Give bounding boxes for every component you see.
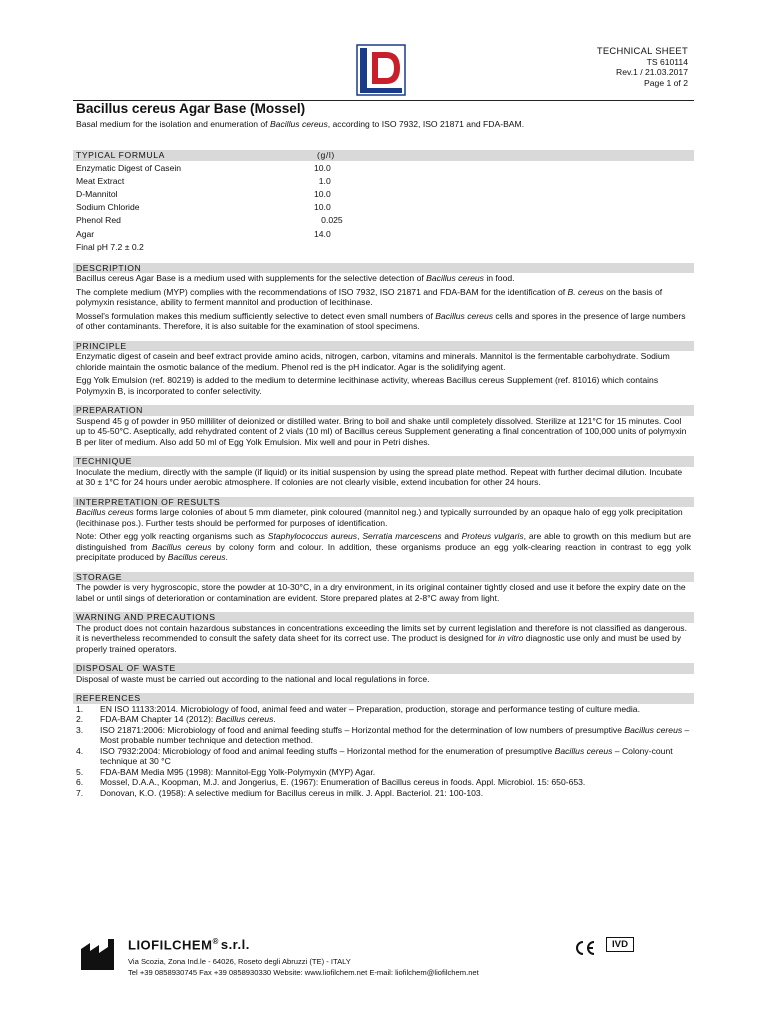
storage-heading: STORAGE: [73, 572, 694, 583]
ingredient-name: Sodium Chloride: [76, 202, 140, 213]
technique-heading: TECHNIQUE: [73, 456, 694, 467]
product-subtitle: Basal medium for the isolation and enumeration of Bacillus cereus, according to ISO 7932, ISO 21871 and FDA-BAM.: [76, 119, 525, 129]
ingredient-value: 10.0: [314, 202, 331, 213]
interpretation-heading: INTERPRETATION OF RESULTS: [73, 497, 694, 508]
formula-row: [76, 175, 343, 188]
technical-sheet-info: [597, 46, 688, 88]
company-name: LIOFILCHEM® s.r.l.: [128, 937, 250, 953]
factory-icon: [80, 939, 118, 971]
reference-text: FDA-BAM Media M95 (1998): Mannitol-Egg Yolk-Polymyxin (MYP) Agar.: [100, 766, 376, 777]
principle-p1: Enzymatic digest of casein and beef extract provide amino acids, nitrogen, carbon, vitamins and minerals. Mannitol is the fermentable carbohydrate. Sodium chloride maintain the osmotic balance of the medium. Phenol red is the pH indicator. Agar is the solidifying agent.: [76, 351, 670, 372]
reference-number: 6.: [76, 777, 84, 788]
reference-text: Mossel, D.A.A., Koopman, M.J. and Jongerius, E. (1967): Enumeration of Bacillus cereus in foods. Appl. Microbiol. 15: 650-653.: [100, 777, 586, 788]
reference-item: [76, 725, 694, 746]
reference-number: 1.: [76, 703, 84, 714]
reference-text: FDA-BAM Chapter 14 (2012): Bacillus cereus.: [100, 714, 276, 725]
liofilchem-logo: [356, 44, 406, 96]
reference-item: [76, 788, 694, 799]
ivd-mark: IVD: [606, 937, 634, 952]
disposal-p1: Disposal of waste must be carried out according to the national and local regulations in force.: [76, 673, 430, 684]
formula-row: [76, 162, 343, 175]
reference-item: [76, 714, 694, 725]
reference-number: 7.: [76, 787, 84, 798]
reference-item: [76, 746, 694, 767]
preparation-heading: PREPARATION: [73, 405, 694, 416]
reference-number: 5.: [76, 766, 84, 777]
ingredient-value: 14.0: [314, 228, 331, 239]
description-p1: Bacillus cereus Agar Base is a medium used with supplements for the selective detection of Bacillus cereus in food.: [76, 273, 515, 284]
warning-p1: The product does not contain hazardous substances in concentrations exceeding the limits set by current legislation and therefore is not classified as dangerous. it is nevertheless recommended to consult the safety data sheet for its correct use. The product is designed for in vitro diagnostic use only and must be used by properly trained operators.: [76, 622, 687, 654]
ingredient-value: 1.0: [314, 175, 331, 186]
formula-row: [76, 188, 343, 201]
ce-mark-icon: [574, 940, 596, 956]
disposal-heading: DISPOSAL OF WASTE: [73, 663, 694, 674]
principle-p2: Egg Yolk Emulsion (ref. 80219) is added to the medium to determine lecithinase activity, whereas Bacillus cereus Supplement (ref. 81016) which contains Polymyxin B, is incorporated to confer selectivity.: [76, 375, 659, 396]
ingredient-name: Phenol Red: [76, 215, 121, 226]
warning-heading: WARNING AND PRECAUTIONS: [73, 612, 694, 623]
reference-text: ISO 21871:2006: Microbiology of food and animal feeding stuffs – Horizontal method for the determination of low numbers of presumptive Bacillus cereus – Most probable number technique and detection method.: [100, 724, 690, 746]
reference-item: [76, 777, 694, 788]
ingredient-value: 0.025: [314, 215, 343, 226]
sheet-code: TS 610114: [646, 56, 688, 67]
ingredient-name: Agar: [76, 228, 95, 239]
preparation-p1: Suspend 45 g of powder in 950 milliliter of deionized or distilled water. Bring to boil and shake until completely dissolved. Sterilize at 121°C for 15 minutes. Cool up to 45-50°C. Aseptically, add rehydrated content of 2 vials (10 ml) of Bacillus cereus Supplement generating a final concentration of 100,000 units of polymyxin B per liter of medium. Also add 50 ml of Egg Yolk Emulsion. Mix well and pour in Petri dishes.: [76, 415, 687, 447]
description-heading: DESCRIPTION: [73, 263, 694, 274]
company-address: [128, 956, 479, 978]
formula-table: [76, 162, 343, 241]
storage-p1: The powder is very hygroscopic, store the powder at 10-30°C, in a dry environment, in its original container tightly closed and use it before the expiry date on the label or until sings of deterioration or contamination are evident. Store prepared plates at 2-8°C away from light.: [76, 582, 686, 603]
reference-text: Donovan, K.O. (1958): A selective medium for Bacillus cereus in milk. J. Appl. Bacteriol. 21: 100-103.: [100, 787, 484, 798]
principle-heading: PRINCIPLE: [73, 341, 694, 352]
formula-heading: TYPICAL FORMULA (g/l): [73, 150, 694, 161]
references-list: [73, 704, 694, 799]
address-line: Via Scozia, Zona Ind.le - 64026, Roseto degli Abruzzi (TE) - ITALY: [128, 957, 351, 966]
ingredient-value: 10.0: [314, 188, 331, 199]
reference-number: 2.: [76, 714, 84, 725]
reference-item: [76, 704, 694, 715]
formula-row: [76, 228, 343, 241]
interpretation-p2: Note: Other egg yolk reacting organisms such as Staphylococcus aureus, Serratia marcescens and Proteus vulgaris, are able to growth on this medium but are distinguished from Bacillus cereus by colony form and colour. In addition, these organisms produce an egg yolk-clearing reaction in contrast to egg yolk precipitate produced by Bacillus cereus.: [76, 531, 692, 563]
description-p3: Mossel's formulation makes this medium sufficiently selective to detect even small numbers of Bacillus cereus cells and spores in the presence of large numbers of other contaminants. Therefore, it is also suitable for the examination of stool specimens.: [76, 310, 686, 332]
description-p2: The complete medium (MYP) complies with the recommendations of ISO 7932, ISO 21871 and FDA-BAM for the identification of B. cereus on the basis of polymyxin resistance, ability to ferment mannitol and production of lecithinase.: [76, 286, 663, 308]
references-heading: REFERENCES: [73, 693, 694, 704]
technique-p1: Inoculate the medium, directly with the sample (if liquid) or its initial suspension by using the spread plate method. Repeat with further decimal dilution. Incubate at 30 ± 1°C for 24 hours under aerobic atmosphere. If colonies are not clearly visible, extend incubation for other 24 hours.: [76, 466, 683, 488]
formula-row: [76, 214, 343, 227]
sheet-revision: Rev.1 / 21.03.2017: [616, 67, 688, 78]
sheet-page: Page 1 of 2: [644, 77, 688, 88]
contacts-line: Tel +39 0858930745 Fax +39 0858930330 Website: www.liofilchem.net E-mail: liofilchem@liofilchem.net: [128, 968, 479, 977]
product-title: Bacillus cereus Agar Base (Mossel): [73, 100, 694, 117]
ingredient-name: Meat Extract: [76, 175, 125, 186]
interpretation-p1: Bacillus cereus forms large colonies of about 5 mm diameter, pink coloured (mannitol neg.) and typically surrounded by an opaque halo of egg yolk precipitation (lecithinase pos.). Further tests should be performed for purposes of identification.: [76, 507, 683, 528]
reference-number: 4.: [76, 745, 84, 756]
sheet-type: TECHNICAL SHEET: [596, 45, 688, 56]
reference-item: [76, 767, 694, 778]
reference-text: EN ISO 11133:2014. Microbiology of food, animal feed and water – Preparation, production, storage and performance testing of culture media.: [100, 703, 640, 714]
reference-number: 3.: [76, 724, 84, 735]
main-content: [73, 100, 694, 798]
ingredient-value: 10.0: [314, 162, 331, 173]
final-ph: Final pH 7.2 ± 0.2: [76, 241, 144, 252]
formula-row: [76, 201, 343, 214]
ingredient-name: Enzymatic Digest of Casein: [76, 162, 182, 173]
reference-text: ISO 7932:2004: Microbiology of food and animal feeding stuffs – Horizontal method for the enumeration of presumptive Bacillus cereus – Colony-count technique at 30 °C: [100, 745, 673, 767]
ingredient-name: D-Mannitol: [76, 188, 118, 199]
